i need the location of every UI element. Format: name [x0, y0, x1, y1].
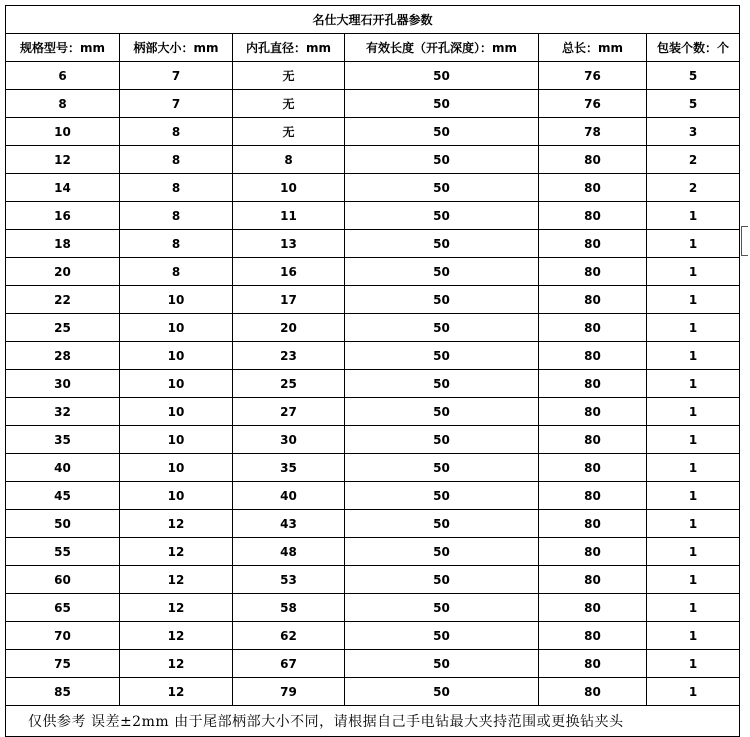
table-row — [6, 454, 740, 482]
cell-total-length: 80 — [539, 622, 647, 650]
cell-effective-length: 50 — [345, 538, 539, 566]
cell-model: 32 — [6, 398, 120, 426]
cell-effective-length: 50 — [345, 174, 539, 202]
table-row — [6, 258, 740, 286]
cell-inner-diameter: 43 — [233, 510, 345, 538]
table-row — [6, 510, 740, 538]
cell-shank-size: 7 — [120, 90, 233, 118]
table-row — [6, 118, 740, 146]
table-row — [6, 538, 740, 566]
cell-package-count: 1 — [647, 566, 740, 594]
cell-inner-diameter: 67 — [233, 650, 345, 678]
header-shank-size: 柄部大小：mm — [120, 34, 233, 62]
cell-model: 8 — [6, 90, 120, 118]
cell-shank-size: 12 — [120, 566, 233, 594]
cell-inner-diameter: 无 — [233, 118, 345, 146]
cell-package-count: 1 — [647, 678, 740, 706]
cell-effective-length: 50 — [345, 202, 539, 230]
table-row — [6, 370, 740, 398]
cell-total-length: 80 — [539, 482, 647, 510]
cell-effective-length: 50 — [345, 510, 539, 538]
cell-inner-diameter: 35 — [233, 454, 345, 482]
table-row — [6, 566, 740, 594]
cell-package-count: 1 — [647, 594, 740, 622]
table-title: 名仕大理石开孔器参数 — [6, 6, 740, 34]
cell-package-count: 1 — [647, 650, 740, 678]
cell-model: 30 — [6, 370, 120, 398]
cell-total-length: 80 — [539, 146, 647, 174]
cell-total-length: 80 — [539, 342, 647, 370]
header-effective-length: 有效长度（开孔深度）：mm — [345, 34, 539, 62]
cell-model: 35 — [6, 426, 120, 454]
table-row — [6, 62, 740, 90]
cell-package-count: 1 — [647, 202, 740, 230]
table-row — [6, 650, 740, 678]
cell-shank-size: 8 — [120, 174, 233, 202]
cell-total-length: 80 — [539, 398, 647, 426]
cell-package-count: 1 — [647, 342, 740, 370]
cell-model: 18 — [6, 230, 120, 258]
cell-model: 14 — [6, 174, 120, 202]
cell-model: 10 — [6, 118, 120, 146]
title-row — [6, 6, 740, 34]
cell-inner-diameter: 8 — [233, 146, 345, 174]
cell-model: 50 — [6, 510, 120, 538]
cell-inner-diameter: 11 — [233, 202, 345, 230]
cell-shank-size: 12 — [120, 594, 233, 622]
table-row — [6, 286, 740, 314]
cell-model: 6 — [6, 62, 120, 90]
cell-package-count: 1 — [647, 370, 740, 398]
cell-inner-diameter: 40 — [233, 482, 345, 510]
cell-package-count: 1 — [647, 230, 740, 258]
cell-package-count: 1 — [647, 482, 740, 510]
cell-inner-diameter: 无 — [233, 90, 345, 118]
cell-effective-length: 50 — [345, 678, 539, 706]
cell-inner-diameter: 27 — [233, 398, 345, 426]
cell-shank-size: 8 — [120, 118, 233, 146]
table-row — [6, 622, 740, 650]
spec-sheet — [5, 5, 739, 737]
cell-shank-size: 12 — [120, 622, 233, 650]
cell-package-count: 1 — [647, 622, 740, 650]
cell-shank-size: 10 — [120, 398, 233, 426]
cell-package-count: 1 — [647, 538, 740, 566]
cell-effective-length: 50 — [345, 454, 539, 482]
cell-model: 28 — [6, 342, 120, 370]
cell-inner-diameter: 58 — [233, 594, 345, 622]
table-row — [6, 314, 740, 342]
cell-inner-diameter: 无 — [233, 62, 345, 90]
cell-total-length: 80 — [539, 230, 647, 258]
cell-total-length: 80 — [539, 258, 647, 286]
cell-package-count: 5 — [647, 62, 740, 90]
cell-inner-diameter: 16 — [233, 258, 345, 286]
spec-table — [5, 5, 740, 737]
cell-effective-length: 50 — [345, 146, 539, 174]
header-inner-diameter: 内孔直径：mm — [233, 34, 345, 62]
cell-effective-length: 50 — [345, 622, 539, 650]
header-model: 规格型号：mm — [6, 34, 120, 62]
cell-shank-size: 10 — [120, 454, 233, 482]
cell-model: 22 — [6, 286, 120, 314]
header-row — [6, 34, 740, 62]
cell-total-length: 80 — [539, 426, 647, 454]
cell-shank-size: 10 — [120, 286, 233, 314]
cell-shank-size: 12 — [120, 510, 233, 538]
cell-package-count: 1 — [647, 426, 740, 454]
cell-total-length: 80 — [539, 678, 647, 706]
cell-total-length: 80 — [539, 286, 647, 314]
cell-total-length: 80 — [539, 650, 647, 678]
header-package-count: 包装个数：个 — [647, 34, 740, 62]
cell-effective-length: 50 — [345, 650, 539, 678]
table-row — [6, 90, 740, 118]
table-row — [6, 398, 740, 426]
cell-shank-size: 8 — [120, 202, 233, 230]
cell-total-length: 80 — [539, 314, 647, 342]
cell-effective-length: 50 — [345, 258, 539, 286]
cell-effective-length: 50 — [345, 62, 539, 90]
cell-package-count: 1 — [647, 398, 740, 426]
cell-inner-diameter: 79 — [233, 678, 345, 706]
cell-shank-size: 10 — [120, 370, 233, 398]
cell-total-length: 80 — [539, 538, 647, 566]
cell-total-length: 80 — [539, 202, 647, 230]
cell-inner-diameter: 53 — [233, 566, 345, 594]
cell-package-count: 1 — [647, 314, 740, 342]
cell-package-count: 2 — [647, 146, 740, 174]
cell-model: 40 — [6, 454, 120, 482]
table-row — [6, 146, 740, 174]
cell-inner-diameter: 62 — [233, 622, 345, 650]
header-total-length: 总长：mm — [539, 34, 647, 62]
disclaimer-note: 仅供参考 误差±2mm 由于尾部柄部大小不同，请根据自己手电钻最大夹持范围或更换钻夹头 — [6, 706, 740, 737]
cell-total-length: 80 — [539, 510, 647, 538]
cell-package-count: 1 — [647, 510, 740, 538]
table-row — [6, 230, 740, 258]
cell-effective-length: 50 — [345, 342, 539, 370]
cell-shank-size: 8 — [120, 230, 233, 258]
cell-package-count: 1 — [647, 286, 740, 314]
cell-total-length: 80 — [539, 454, 647, 482]
cell-model: 75 — [6, 650, 120, 678]
cell-total-length: 76 — [539, 62, 647, 90]
cell-effective-length: 50 — [345, 594, 539, 622]
cell-model: 55 — [6, 538, 120, 566]
cell-shank-size: 10 — [120, 342, 233, 370]
cell-effective-length: 50 — [345, 230, 539, 258]
cell-effective-length: 50 — [345, 398, 539, 426]
cell-effective-length: 50 — [345, 482, 539, 510]
cell-package-count: 5 — [647, 90, 740, 118]
table-row — [6, 482, 740, 510]
cell-inner-diameter: 20 — [233, 314, 345, 342]
cell-package-count: 1 — [647, 258, 740, 286]
cell-total-length: 80 — [539, 174, 647, 202]
table-row — [6, 202, 740, 230]
cell-effective-length: 50 — [345, 566, 539, 594]
cell-effective-length: 50 — [345, 314, 539, 342]
cell-inner-diameter: 23 — [233, 342, 345, 370]
cell-effective-length: 50 — [345, 118, 539, 146]
cell-model: 70 — [6, 622, 120, 650]
cell-package-count: 1 — [647, 454, 740, 482]
cell-total-length: 76 — [539, 90, 647, 118]
cell-shank-size: 10 — [120, 314, 233, 342]
cell-shank-size: 12 — [120, 678, 233, 706]
cell-model: 45 — [6, 482, 120, 510]
table-body — [6, 62, 740, 706]
cell-total-length: 80 — [539, 370, 647, 398]
cell-shank-size: 10 — [120, 482, 233, 510]
cell-model: 20 — [6, 258, 120, 286]
cell-shank-size: 7 — [120, 62, 233, 90]
cell-inner-diameter: 10 — [233, 174, 345, 202]
table-row — [6, 678, 740, 706]
cell-shank-size: 10 — [120, 426, 233, 454]
edge-bracket-mark — [741, 226, 748, 256]
cell-model: 65 — [6, 594, 120, 622]
table-row — [6, 174, 740, 202]
cell-total-length: 80 — [539, 594, 647, 622]
cell-shank-size: 8 — [120, 258, 233, 286]
cell-effective-length: 50 — [345, 90, 539, 118]
table-row — [6, 594, 740, 622]
cell-model: 12 — [6, 146, 120, 174]
cell-package-count: 3 — [647, 118, 740, 146]
table-row — [6, 426, 740, 454]
cell-inner-diameter: 13 — [233, 230, 345, 258]
cell-model: 85 — [6, 678, 120, 706]
cell-inner-diameter: 30 — [233, 426, 345, 454]
cell-shank-size: 12 — [120, 538, 233, 566]
cell-model: 25 — [6, 314, 120, 342]
cell-package-count: 2 — [647, 174, 740, 202]
cell-total-length: 78 — [539, 118, 647, 146]
cell-shank-size: 12 — [120, 650, 233, 678]
cell-effective-length: 50 — [345, 286, 539, 314]
note-row — [6, 706, 740, 737]
cell-total-length: 80 — [539, 566, 647, 594]
cell-inner-diameter: 17 — [233, 286, 345, 314]
table-row — [6, 342, 740, 370]
cell-effective-length: 50 — [345, 370, 539, 398]
cell-model: 60 — [6, 566, 120, 594]
cell-inner-diameter: 25 — [233, 370, 345, 398]
cell-model: 16 — [6, 202, 120, 230]
cell-shank-size: 8 — [120, 146, 233, 174]
cell-effective-length: 50 — [345, 426, 539, 454]
cell-inner-diameter: 48 — [233, 538, 345, 566]
